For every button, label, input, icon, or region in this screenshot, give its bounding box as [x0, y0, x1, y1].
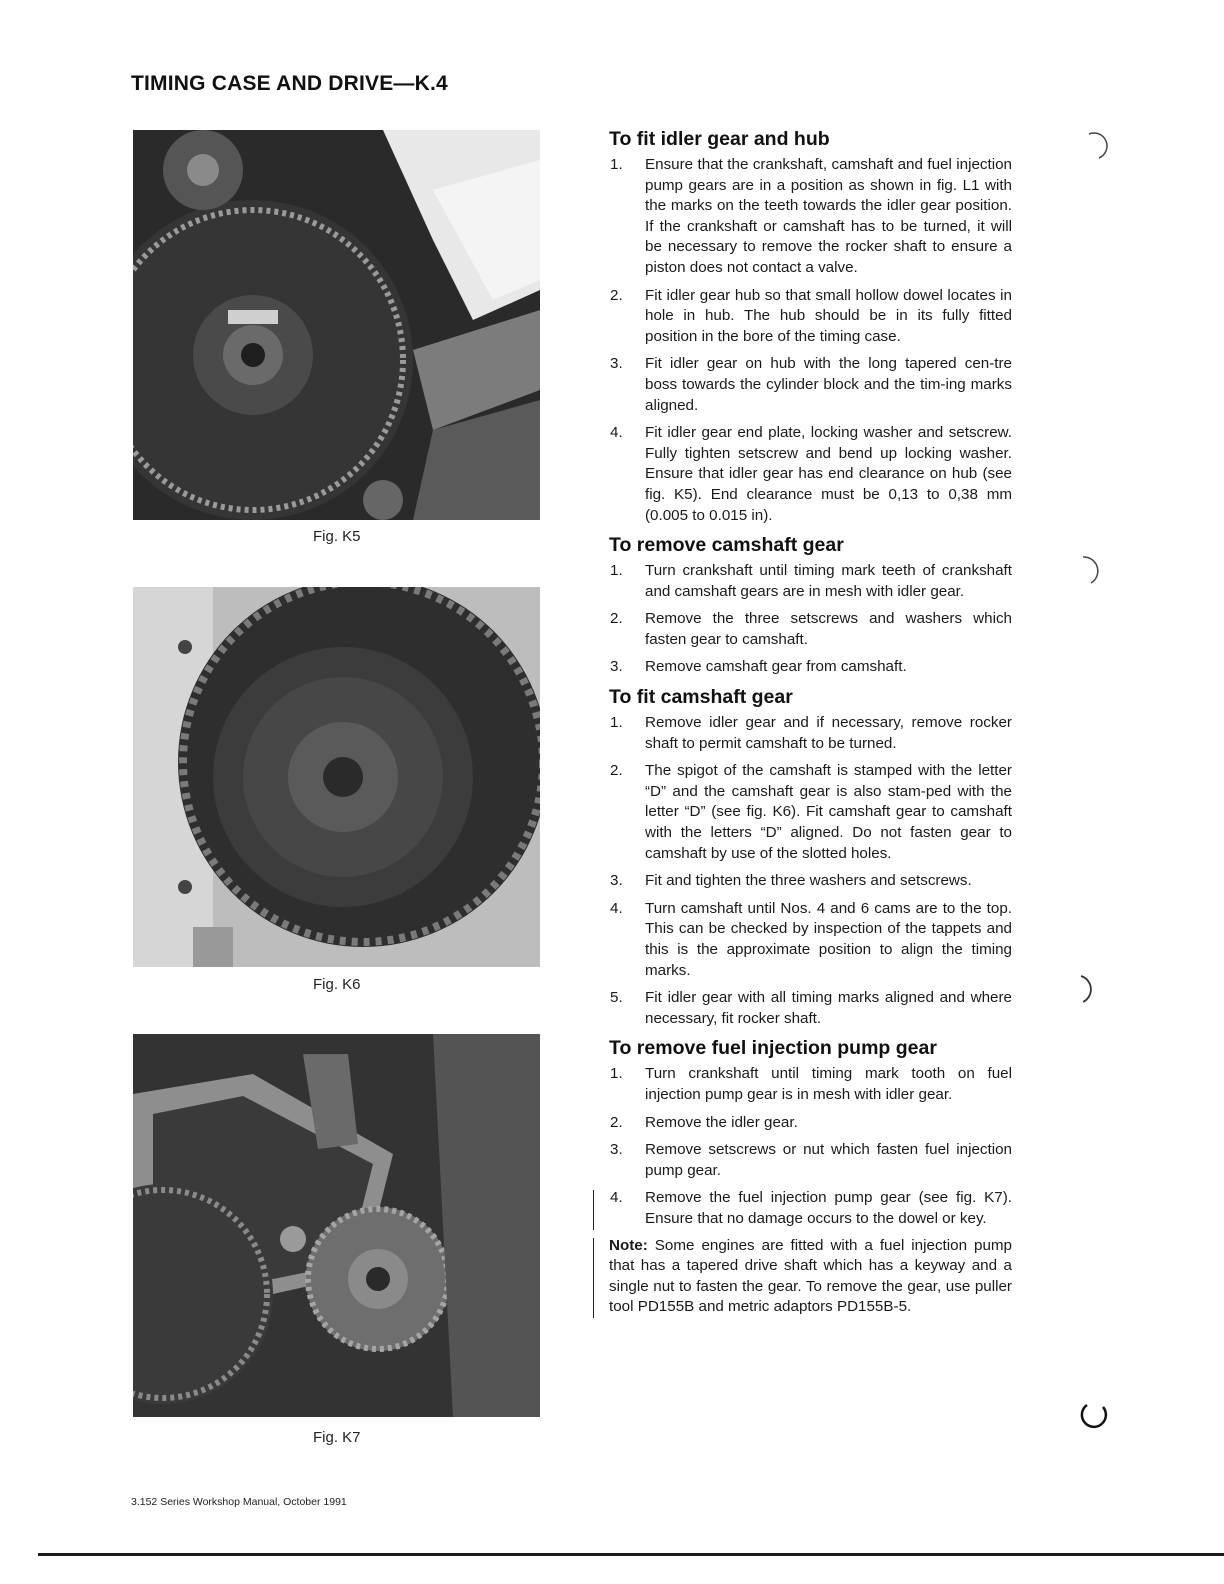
instructions-column [609, 127, 1012, 1318]
list-item [609, 1188, 1012, 1229]
note-paragraph [609, 1236, 1012, 1318]
step-number: 5. [610, 989, 623, 1007]
step-number: 3. [610, 1141, 623, 1159]
step-number: 1. [610, 714, 623, 732]
binder-hole-icon [1077, 972, 1111, 1006]
step-text: Fit idler gear end plate, locking washer and setscrew. Fully tighten setscrew and bend up locking washer. Ensure that idler gear has end clearance on hub (see fig. K5). End clearance must be 0,13 to 0,38 mm (0.005 to 0.015 in). [645, 424, 1012, 524]
binder-hole-icon [1077, 1395, 1111, 1429]
list-item [609, 354, 1012, 416]
remove-camshaft-gear-steps [609, 561, 1012, 678]
step-number: 2. [610, 1113, 623, 1131]
list-item [609, 155, 1012, 279]
step-number: 3. [610, 355, 623, 373]
camshaft-gear-photo [133, 587, 540, 967]
step-text: Fit and tighten the three washers and setscrews. [645, 872, 972, 890]
list-item [609, 899, 1012, 981]
step-number: 2. [610, 762, 623, 780]
step-number: 2. [610, 286, 623, 304]
figure-k5-caption: Fig. K5 [313, 528, 361, 545]
remove-fuel-pump-gear-steps [609, 1064, 1012, 1229]
list-item [609, 988, 1012, 1029]
step-text: Remove the fuel injection pump gear (see fig. K7). Ensure that no damage occurs to the dowel or key. [645, 1189, 1012, 1227]
step-number: 3. [610, 872, 623, 890]
figure-k6 [133, 587, 540, 993]
step-number: 2. [610, 610, 623, 628]
list-item [609, 1113, 1012, 1134]
step-text: The spigot of the camshaft is stamped with the letter “D” and the camshaft gear is also stam-ped with the letter “D” (see fig. K6). Fit camshaft gear to camshaft with the letters “D” aligned. Do not fasten gear to camshaft by use of the slotted holes. [645, 762, 1012, 862]
step-text: Remove the three setscrews and washers which fasten gear to camshaft. [645, 610, 1012, 648]
step-text: Turn crankshaft until timing mark tooth on fuel injection pump gear is in mesh with idler gear. [645, 1065, 1012, 1103]
page-title: TIMING CASE AND DRIVE—K.4 [131, 72, 448, 95]
figure-k5 [133, 130, 540, 545]
list-item [609, 657, 1012, 678]
binder-hole-icon [1077, 128, 1111, 162]
list-item [609, 871, 1012, 892]
fit-idler-gear-steps [609, 155, 1012, 526]
list-item [609, 713, 1012, 754]
binder-hole-icon [1077, 553, 1111, 587]
step-text: Remove camshaft gear from camshaft. [645, 658, 907, 676]
step-number: 3. [610, 658, 623, 676]
step-number: 4. [610, 424, 623, 442]
section-heading-fit-camshaft-gear: To fit camshaft gear [609, 686, 793, 709]
step-text: Ensure that the crankshaft, camshaft and fuel injection pump gears are in a position as shown in fig. L1 with the marks on the teeth towards the idler gear position. If the crankshaft or camshaft has to be turned, it will be necessary to remove the rocker shaft to ensure a piston does not contact a valve. [645, 156, 1012, 276]
list-item [609, 561, 1012, 602]
step-text: Turn crankshaft until timing mark teeth of crankshaft and camshaft gears are in mesh with idler gear. [645, 562, 1012, 600]
fit-camshaft-gear-steps [609, 713, 1012, 1029]
bottom-rule [38, 1553, 1224, 1556]
figure-k7 [133, 1034, 540, 1446]
list-item [609, 609, 1012, 650]
step-text: Remove setscrews or nut which fasten fuel injection pump gear. [645, 1141, 1012, 1179]
list-item [609, 1064, 1012, 1105]
list-item [609, 1140, 1012, 1181]
page-footer: 3.152 Series Workshop Manual, October 1991 [131, 1496, 347, 1508]
step-number: 1. [610, 156, 623, 173]
section-heading-remove-fuel-pump-gear: To remove fuel injection pump gear [609, 1037, 937, 1060]
timing-case-idler-gear-photo [133, 130, 540, 520]
step-number: 4. [610, 1189, 623, 1207]
section-heading-remove-camshaft-gear: To remove camshaft gear [609, 534, 844, 557]
note-text: Some engines are fitted with a fuel injection pump that has a tapered drive shaft which has a keyway and a single nut to fasten the gear. To remove the gear, use puller tool PD155B and metric adaptors PD155B-5. [609, 1236, 1012, 1316]
fuel-injection-pump-gear-photo [133, 1034, 540, 1417]
list-item [609, 286, 1012, 348]
list-item [609, 423, 1012, 526]
step-text: Remove idler gear and if necessary, remove rocker shaft to permit camshaft to be turned. [645, 714, 1012, 752]
note-label: Note: [609, 1236, 648, 1254]
figure-k7-caption: Fig. K7 [313, 1429, 361, 1446]
figure-k6-caption: Fig. K6 [313, 976, 361, 993]
step-text: Fit idler gear on hub with the long tapered cen-tre boss towards the cylinder block and the tim-ing marks aligned. [645, 355, 1012, 414]
step-number: 1. [610, 562, 623, 580]
list-item [609, 761, 1012, 864]
step-text: Fit idler gear with all timing marks aligned and where necessary, fit rocker shaft. [645, 989, 1012, 1027]
step-number: 4. [610, 899, 623, 917]
step-number: 1. [610, 1065, 623, 1083]
step-text: Turn camshaft until Nos. 4 and 6 cams are to the top. This can be checked by inspection of the tappets and this is the approximate position to align the timing marks. [645, 899, 1012, 979]
step-text: Remove the idler gear. [645, 1113, 798, 1131]
section-heading-fit-idler-gear: To fit idler gear and hub [609, 128, 830, 150]
step-text: Fit idler gear hub so that small hollow dowel locates in hole in hub. The hub should be in its fully fitted position in the bore of the timing case. [645, 286, 1012, 345]
